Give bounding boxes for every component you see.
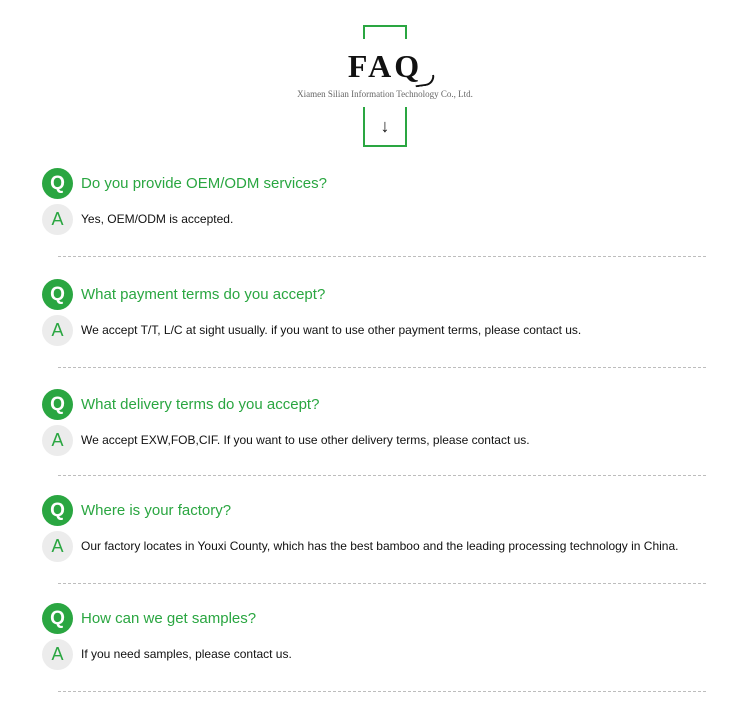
faq-item (42, 495, 722, 605)
question-icon: Q (42, 495, 73, 526)
divider (58, 256, 706, 257)
question-icon: Q (42, 603, 73, 634)
faq-answer: We accept T/T, L/C at sight usually. if you want to use other payment terms, please contact us. (81, 323, 582, 337)
faq-question: Do you provide OEM/ODM services? (81, 175, 327, 192)
answer-icon: A (42, 425, 73, 456)
faq-item (42, 168, 722, 278)
answer-icon: A (42, 204, 73, 235)
question-icon: Q (42, 279, 73, 310)
answer-icon: A (42, 531, 73, 562)
divider (58, 475, 706, 476)
question-icon: Q (42, 168, 73, 199)
faq-question: How can we get samples? (81, 610, 257, 627)
arrow-down-icon: ↓ (380, 116, 390, 136)
faq-item (42, 279, 722, 389)
faq-question: What payment terms do you accept? (81, 286, 326, 303)
faq-answer: If you need samples, please contact us. (81, 647, 292, 661)
answer-icon: A (42, 639, 73, 670)
faq-question: Where is your factory? (81, 502, 232, 519)
faq-item (42, 389, 722, 499)
faq-answer: Our factory locates in Youxi County, which has the best bamboo and the leading processing technology in China. (81, 539, 679, 553)
page-title: FAQ (347, 48, 423, 84)
faq-header (0, 0, 750, 150)
faq-question: What delivery terms do you accept? (81, 396, 320, 413)
answer-icon: A (42, 315, 73, 346)
question-icon: Q (42, 389, 73, 420)
divider (58, 367, 706, 368)
faq-answer: We accept EXW,FOB,CIF. If you want to use other delivery terms, please contact us. (81, 433, 530, 447)
divider (58, 691, 706, 692)
company-name: Xiamen Silian Information Technology Co., Ltd. (297, 89, 473, 99)
divider (58, 583, 706, 584)
faq-item (42, 603, 722, 713)
faq-answer: Yes, OEM/ODM is accepted. (81, 212, 234, 226)
title-bracket-top (363, 25, 407, 39)
